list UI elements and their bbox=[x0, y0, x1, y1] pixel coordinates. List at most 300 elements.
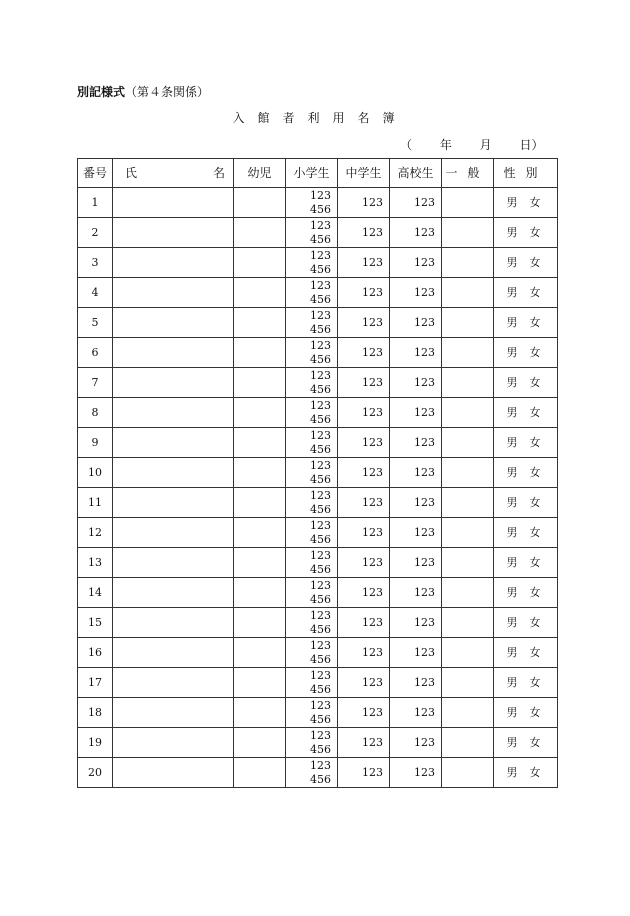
table-row bbox=[78, 728, 558, 758]
high-school-count: 123 bbox=[414, 315, 435, 329]
table-row bbox=[78, 488, 558, 518]
high-school-count: 123 bbox=[414, 615, 435, 629]
name-cell[interactable] bbox=[113, 668, 234, 698]
name-cell[interactable] bbox=[113, 248, 234, 278]
name-cell[interactable] bbox=[113, 428, 234, 458]
elementary-cell[interactable] bbox=[286, 188, 338, 218]
junior-high-count: 123 bbox=[362, 345, 383, 359]
name-cell[interactable] bbox=[113, 368, 234, 398]
general-cell[interactable] bbox=[442, 608, 494, 638]
general-cell[interactable] bbox=[442, 698, 494, 728]
high-school-cell[interactable] bbox=[390, 458, 442, 488]
table-row bbox=[78, 548, 558, 578]
high-school-cell[interactable] bbox=[390, 518, 442, 548]
row-number: 18 bbox=[78, 698, 113, 728]
elementary-count-top: 123 bbox=[310, 638, 331, 652]
high-school-cell[interactable] bbox=[390, 188, 442, 218]
name-header-right: 名 bbox=[212, 166, 225, 180]
sex-cell[interactable] bbox=[494, 518, 558, 548]
sex-cell[interactable] bbox=[494, 398, 558, 428]
infant-cell[interactable] bbox=[234, 188, 286, 218]
high-school-count: 123 bbox=[414, 225, 435, 239]
sex-cell[interactable] bbox=[494, 338, 558, 368]
name-cell[interactable] bbox=[113, 338, 234, 368]
infant-cell[interactable] bbox=[234, 668, 286, 698]
row-number: 3 bbox=[78, 248, 113, 278]
junior-high-count: 123 bbox=[362, 375, 383, 389]
sex-female-option[interactable]: 女 bbox=[529, 555, 545, 569]
high-school-cell[interactable] bbox=[390, 608, 442, 638]
elementary-count-top: 123 bbox=[310, 308, 331, 322]
general-cell[interactable] bbox=[442, 338, 494, 368]
general-cell[interactable] bbox=[442, 308, 494, 338]
high-school-cell[interactable] bbox=[390, 578, 442, 608]
table-row bbox=[78, 368, 558, 398]
infant-cell[interactable] bbox=[234, 728, 286, 758]
infant-cell[interactable] bbox=[234, 758, 286, 788]
junior-high-count: 123 bbox=[362, 675, 383, 689]
row-number: 20 bbox=[78, 758, 113, 788]
elementary-count-bottom: 456 bbox=[310, 592, 331, 606]
infant-cell[interactable] bbox=[234, 428, 286, 458]
date-line: （ 年 月 日） bbox=[400, 138, 544, 152]
junior-high-cell[interactable] bbox=[338, 758, 390, 788]
col-sex-header: 性別 bbox=[494, 159, 558, 188]
junior-high-cell[interactable] bbox=[338, 518, 390, 548]
sex-female-option[interactable]: 女 bbox=[529, 765, 545, 779]
elementary-cell[interactable] bbox=[286, 638, 338, 668]
col-high-school-header: 高校生 bbox=[390, 159, 442, 188]
junior-high-cell[interactable] bbox=[338, 428, 390, 458]
sex-male-option[interactable]: 男 bbox=[506, 735, 522, 749]
high-school-count: 123 bbox=[414, 705, 435, 719]
infant-cell[interactable] bbox=[234, 398, 286, 428]
elementary-cell[interactable] bbox=[286, 578, 338, 608]
sex-female-option[interactable]: 女 bbox=[529, 195, 545, 209]
name-cell[interactable] bbox=[113, 728, 234, 758]
high-school-cell[interactable] bbox=[390, 368, 442, 398]
elementary-count-bottom: 456 bbox=[310, 682, 331, 696]
col-elementary-header: 小学生 bbox=[286, 159, 338, 188]
table-row bbox=[78, 308, 558, 338]
sex-cell[interactable] bbox=[494, 578, 558, 608]
infant-cell[interactable] bbox=[234, 458, 286, 488]
form-label: 別記様式 bbox=[77, 85, 126, 99]
row-number: 8 bbox=[78, 398, 113, 428]
high-school-cell[interactable] bbox=[390, 278, 442, 308]
name-cell[interactable] bbox=[113, 608, 234, 638]
general-cell[interactable] bbox=[442, 758, 494, 788]
elementary-cell[interactable] bbox=[286, 368, 338, 398]
junior-high-cell[interactable] bbox=[338, 548, 390, 578]
elementary-count-bottom: 456 bbox=[310, 322, 331, 336]
elementary-count-top: 123 bbox=[310, 548, 331, 562]
elementary-count-top: 123 bbox=[310, 488, 331, 502]
high-school-count: 123 bbox=[414, 285, 435, 299]
col-number-header: 番号 bbox=[78, 159, 113, 188]
elementary-count-bottom: 456 bbox=[310, 202, 331, 216]
name-cell[interactable] bbox=[113, 188, 234, 218]
sex-cell[interactable] bbox=[494, 638, 558, 668]
junior-high-count: 123 bbox=[362, 405, 383, 419]
general-cell[interactable] bbox=[442, 668, 494, 698]
junior-high-cell[interactable] bbox=[338, 668, 390, 698]
high-school-cell[interactable] bbox=[390, 758, 442, 788]
general-cell[interactable] bbox=[442, 428, 494, 458]
sex-cell[interactable] bbox=[494, 668, 558, 698]
infant-cell[interactable] bbox=[234, 608, 286, 638]
sex-male-option[interactable]: 男 bbox=[506, 435, 522, 449]
sex-cell[interactable] bbox=[494, 428, 558, 458]
junior-high-count: 123 bbox=[362, 555, 383, 569]
infant-cell[interactable] bbox=[234, 338, 286, 368]
table-row bbox=[78, 758, 558, 788]
form-header bbox=[77, 83, 209, 100]
elementary-cell[interactable] bbox=[286, 608, 338, 638]
junior-high-cell[interactable] bbox=[338, 488, 390, 518]
high-school-count: 123 bbox=[414, 585, 435, 599]
table-row bbox=[78, 428, 558, 458]
row-number: 9 bbox=[78, 428, 113, 458]
elementary-cell[interactable] bbox=[286, 428, 338, 458]
infant-cell[interactable] bbox=[234, 638, 286, 668]
elementary-cell[interactable] bbox=[286, 548, 338, 578]
elementary-cell[interactable] bbox=[286, 248, 338, 278]
elementary-count-top: 123 bbox=[310, 758, 331, 772]
elementary-count-bottom: 456 bbox=[310, 742, 331, 756]
elementary-count-bottom: 456 bbox=[310, 652, 331, 666]
row-number: 5 bbox=[78, 308, 113, 338]
elementary-count-top: 123 bbox=[310, 698, 331, 712]
general-cell[interactable] bbox=[442, 188, 494, 218]
general-cell[interactable] bbox=[442, 578, 494, 608]
infant-cell[interactable] bbox=[234, 218, 286, 248]
sex-cell[interactable] bbox=[494, 278, 558, 308]
infant-cell[interactable] bbox=[234, 248, 286, 278]
infant-cell[interactable] bbox=[234, 578, 286, 608]
name-cell[interactable] bbox=[113, 398, 234, 428]
sex-cell[interactable] bbox=[494, 608, 558, 638]
general-cell[interactable] bbox=[442, 398, 494, 428]
sex-female-option[interactable]: 女 bbox=[529, 405, 545, 419]
high-school-count: 123 bbox=[414, 435, 435, 449]
table-row bbox=[78, 248, 558, 278]
sex-cell[interactable] bbox=[494, 218, 558, 248]
junior-high-count: 123 bbox=[362, 765, 383, 779]
high-school-count: 123 bbox=[414, 525, 435, 539]
junior-high-cell[interactable] bbox=[338, 638, 390, 668]
high-school-cell[interactable] bbox=[390, 428, 442, 458]
infant-cell[interactable] bbox=[234, 308, 286, 338]
sex-male-option[interactable]: 男 bbox=[506, 525, 522, 539]
elementary-count-top: 123 bbox=[310, 458, 331, 472]
sex-male-option[interactable]: 男 bbox=[506, 495, 522, 509]
sex-male-option[interactable]: 男 bbox=[506, 405, 522, 419]
article-reference: （第４条関係） bbox=[125, 85, 210, 99]
sex-male-option[interactable]: 男 bbox=[506, 465, 522, 479]
elementary-count-top: 123 bbox=[310, 278, 331, 292]
junior-high-cell[interactable] bbox=[338, 698, 390, 728]
sex-female-option[interactable]: 女 bbox=[529, 645, 545, 659]
elementary-count-bottom: 456 bbox=[310, 562, 331, 576]
name-cell[interactable] bbox=[113, 488, 234, 518]
junior-high-cell[interactable] bbox=[338, 608, 390, 638]
junior-high-count: 123 bbox=[362, 465, 383, 479]
table-row bbox=[78, 188, 558, 218]
col-general-header: 一般 bbox=[442, 159, 494, 188]
elementary-count-bottom: 456 bbox=[310, 292, 331, 306]
sex-female-option[interactable]: 女 bbox=[529, 525, 545, 539]
general-cell[interactable] bbox=[442, 248, 494, 278]
col-junior-high-header: 中学生 bbox=[338, 159, 390, 188]
elementary-count-bottom: 456 bbox=[310, 772, 331, 786]
high-school-count: 123 bbox=[414, 495, 435, 509]
name-cell[interactable] bbox=[113, 548, 234, 578]
elementary-count-top: 123 bbox=[310, 368, 331, 382]
elementary-count-bottom: 456 bbox=[310, 712, 331, 726]
general-cell[interactable] bbox=[442, 518, 494, 548]
high-school-cell[interactable] bbox=[390, 218, 442, 248]
name-cell[interactable] bbox=[113, 758, 234, 788]
high-school-count: 123 bbox=[414, 675, 435, 689]
sex-cell[interactable] bbox=[494, 728, 558, 758]
name-header-left: 氏 bbox=[125, 166, 138, 180]
elementary-cell[interactable] bbox=[286, 668, 338, 698]
junior-high-cell[interactable] bbox=[338, 188, 390, 218]
elementary-cell[interactable] bbox=[286, 518, 338, 548]
high-school-cell[interactable] bbox=[390, 488, 442, 518]
infant-cell[interactable] bbox=[234, 548, 286, 578]
elementary-count-top: 123 bbox=[310, 518, 331, 532]
elementary-count-top: 123 bbox=[310, 248, 331, 262]
sex-cell[interactable] bbox=[494, 248, 558, 278]
elementary-cell[interactable] bbox=[286, 458, 338, 488]
high-school-cell[interactable] bbox=[390, 548, 442, 578]
junior-high-cell[interactable] bbox=[338, 218, 390, 248]
junior-high-cell[interactable] bbox=[338, 458, 390, 488]
sex-female-option[interactable]: 女 bbox=[529, 675, 545, 689]
general-cell[interactable] bbox=[442, 728, 494, 758]
high-school-count: 123 bbox=[414, 465, 435, 479]
sex-male-option[interactable]: 男 bbox=[506, 345, 522, 359]
general-cell[interactable] bbox=[442, 638, 494, 668]
sex-female-option[interactable]: 女 bbox=[529, 465, 545, 479]
elementary-cell[interactable] bbox=[286, 338, 338, 368]
sex-female-option[interactable]: 女 bbox=[529, 615, 545, 629]
row-number: 4 bbox=[78, 278, 113, 308]
sex-female-option[interactable]: 女 bbox=[529, 345, 545, 359]
junior-high-cell[interactable] bbox=[338, 308, 390, 338]
infant-cell[interactable] bbox=[234, 518, 286, 548]
high-school-count: 123 bbox=[414, 375, 435, 389]
register-body bbox=[78, 188, 558, 788]
infant-cell[interactable] bbox=[234, 278, 286, 308]
row-number: 11 bbox=[78, 488, 113, 518]
name-cell[interactable] bbox=[113, 278, 234, 308]
row-number: 14 bbox=[78, 578, 113, 608]
sex-female-option[interactable]: 女 bbox=[529, 285, 545, 299]
elementary-count-bottom: 456 bbox=[310, 232, 331, 246]
elementary-count-top: 123 bbox=[310, 188, 331, 202]
sex-cell[interactable] bbox=[494, 758, 558, 788]
sex-male-option[interactable]: 男 bbox=[506, 375, 522, 389]
sex-male-option[interactable]: 男 bbox=[506, 285, 522, 299]
general-cell[interactable] bbox=[442, 218, 494, 248]
name-cell[interactable] bbox=[113, 638, 234, 668]
table-row bbox=[78, 698, 558, 728]
col-infant-header: 幼児 bbox=[234, 159, 286, 188]
row-number: 13 bbox=[78, 548, 113, 578]
sex-cell[interactable] bbox=[494, 368, 558, 398]
name-cell[interactable] bbox=[113, 308, 234, 338]
sex-cell[interactable] bbox=[494, 188, 558, 218]
high-school-cell[interactable] bbox=[390, 728, 442, 758]
general-cell[interactable] bbox=[442, 488, 494, 518]
high-school-count: 123 bbox=[414, 195, 435, 209]
elementary-count-top: 123 bbox=[310, 338, 331, 352]
high-school-cell[interactable] bbox=[390, 398, 442, 428]
high-school-cell[interactable] bbox=[390, 638, 442, 668]
sex-male-option[interactable]: 男 bbox=[506, 615, 522, 629]
high-school-count: 123 bbox=[414, 405, 435, 419]
row-number: 16 bbox=[78, 638, 113, 668]
general-cell[interactable] bbox=[442, 458, 494, 488]
sex-male-option[interactable]: 男 bbox=[506, 705, 522, 719]
sex-male-option[interactable]: 男 bbox=[506, 645, 522, 659]
table-row bbox=[78, 518, 558, 548]
general-cell[interactable] bbox=[442, 278, 494, 308]
sex-female-option[interactable]: 女 bbox=[529, 705, 545, 719]
elementary-count-top: 123 bbox=[310, 608, 331, 622]
name-cell[interactable] bbox=[113, 458, 234, 488]
high-school-count: 123 bbox=[414, 555, 435, 569]
row-number: 1 bbox=[78, 188, 113, 218]
sex-male-option[interactable]: 男 bbox=[506, 255, 522, 269]
sex-female-option[interactable]: 女 bbox=[529, 315, 545, 329]
high-school-cell[interactable] bbox=[390, 338, 442, 368]
sex-male-option[interactable]: 男 bbox=[506, 315, 522, 329]
col-name-header bbox=[113, 159, 234, 188]
junior-high-count: 123 bbox=[362, 435, 383, 449]
elementary-count-top: 123 bbox=[310, 668, 331, 682]
junior-high-cell[interactable] bbox=[338, 248, 390, 278]
table-row bbox=[78, 398, 558, 428]
table-row bbox=[78, 218, 558, 248]
infant-cell[interactable] bbox=[234, 488, 286, 518]
elementary-count-bottom: 456 bbox=[310, 472, 331, 486]
high-school-count: 123 bbox=[414, 645, 435, 659]
elementary-cell[interactable] bbox=[286, 698, 338, 728]
junior-high-cell[interactable] bbox=[338, 368, 390, 398]
table-row bbox=[78, 638, 558, 668]
elementary-cell[interactable] bbox=[286, 488, 338, 518]
row-number: 6 bbox=[78, 338, 113, 368]
sex-male-option[interactable]: 男 bbox=[506, 195, 522, 209]
sex-male-option[interactable]: 男 bbox=[506, 675, 522, 689]
junior-high-count: 123 bbox=[362, 255, 383, 269]
junior-high-count: 123 bbox=[362, 705, 383, 719]
sex-female-option[interactable]: 女 bbox=[529, 435, 545, 449]
name-cell[interactable] bbox=[113, 218, 234, 248]
elementary-count-top: 123 bbox=[310, 218, 331, 232]
infant-cell[interactable] bbox=[234, 698, 286, 728]
elementary-cell[interactable] bbox=[286, 728, 338, 758]
elementary-count-top: 123 bbox=[310, 398, 331, 412]
high-school-count: 123 bbox=[414, 765, 435, 779]
sex-male-option[interactable]: 男 bbox=[506, 225, 522, 239]
junior-high-cell[interactable] bbox=[338, 578, 390, 608]
sex-male-option[interactable]: 男 bbox=[506, 765, 522, 779]
infant-cell[interactable] bbox=[234, 368, 286, 398]
sex-female-option[interactable]: 女 bbox=[529, 225, 545, 239]
general-cell[interactable] bbox=[442, 548, 494, 578]
elementary-count-bottom: 456 bbox=[310, 442, 331, 456]
high-school-cell[interactable] bbox=[390, 698, 442, 728]
junior-high-count: 123 bbox=[362, 585, 383, 599]
sex-female-option[interactable]: 女 bbox=[529, 585, 545, 599]
junior-high-cell[interactable] bbox=[338, 278, 390, 308]
high-school-cell[interactable] bbox=[390, 308, 442, 338]
junior-high-cell[interactable] bbox=[338, 398, 390, 428]
junior-high-count: 123 bbox=[362, 495, 383, 509]
name-cell[interactable] bbox=[113, 698, 234, 728]
general-cell[interactable] bbox=[442, 368, 494, 398]
elementary-count-top: 123 bbox=[310, 428, 331, 442]
high-school-cell[interactable] bbox=[390, 248, 442, 278]
elementary-count-bottom: 456 bbox=[310, 352, 331, 366]
junior-high-count: 123 bbox=[362, 615, 383, 629]
elementary-cell[interactable] bbox=[286, 758, 338, 788]
name-cell[interactable] bbox=[113, 578, 234, 608]
elementary-cell[interactable] bbox=[286, 218, 338, 248]
junior-high-count: 123 bbox=[362, 525, 383, 539]
elementary-cell[interactable] bbox=[286, 398, 338, 428]
table-row bbox=[78, 278, 558, 308]
junior-high-cell[interactable] bbox=[338, 338, 390, 368]
elementary-count-bottom: 456 bbox=[310, 622, 331, 636]
elementary-cell[interactable] bbox=[286, 308, 338, 338]
row-number: 12 bbox=[78, 518, 113, 548]
sex-female-option[interactable]: 女 bbox=[529, 375, 545, 389]
junior-high-count: 123 bbox=[362, 285, 383, 299]
sex-cell[interactable] bbox=[494, 698, 558, 728]
sex-female-option[interactable]: 女 bbox=[529, 495, 545, 509]
visitor-register-table bbox=[77, 158, 558, 788]
table-row bbox=[78, 458, 558, 488]
header-row bbox=[78, 159, 558, 188]
sex-male-option[interactable]: 男 bbox=[506, 555, 522, 569]
row-number: 2 bbox=[78, 218, 113, 248]
junior-high-count: 123 bbox=[362, 195, 383, 209]
name-cell[interactable] bbox=[113, 518, 234, 548]
elementary-count-bottom: 456 bbox=[310, 262, 331, 276]
sex-cell[interactable] bbox=[494, 308, 558, 338]
elementary-cell[interactable] bbox=[286, 278, 338, 308]
high-school-cell[interactable] bbox=[390, 668, 442, 698]
sex-cell[interactable] bbox=[494, 548, 558, 578]
sex-female-option[interactable]: 女 bbox=[529, 255, 545, 269]
sex-cell[interactable] bbox=[494, 458, 558, 488]
table-row bbox=[78, 578, 558, 608]
high-school-count: 123 bbox=[414, 735, 435, 749]
sex-male-option[interactable]: 男 bbox=[506, 585, 522, 599]
sex-cell[interactable] bbox=[494, 488, 558, 518]
elementary-count-bottom: 456 bbox=[310, 532, 331, 546]
junior-high-cell[interactable] bbox=[338, 728, 390, 758]
table-row bbox=[78, 338, 558, 368]
high-school-count: 123 bbox=[414, 255, 435, 269]
sex-female-option[interactable]: 女 bbox=[529, 735, 545, 749]
